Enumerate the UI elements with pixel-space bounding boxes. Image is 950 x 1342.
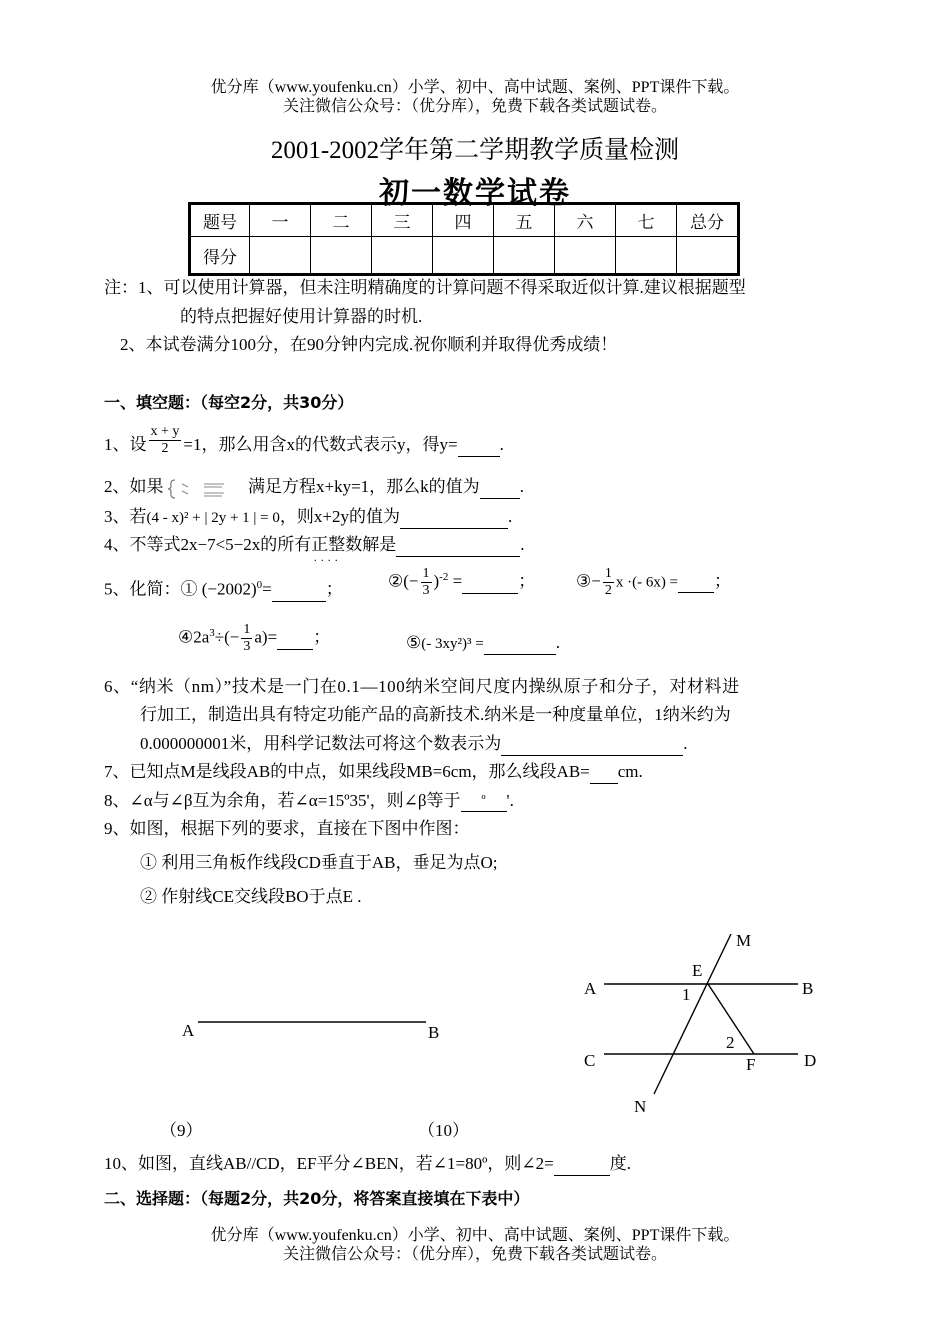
score-table-score-row [190, 237, 739, 275]
q5-end: . [555, 633, 560, 652]
fig10-label-b: B [802, 979, 814, 998]
fig10-label-e: E [692, 961, 703, 980]
q5-4-den: 3 [243, 639, 251, 655]
fig10-label-n: N [634, 1097, 647, 1116]
q5-5-expr: (- 3xy²)³ = [421, 636, 484, 652]
q5-sep: ； [325, 579, 343, 599]
note-1a: 注：1、可以使用计算器，但未注明精确度的计算问题不得采取近似计算.建议根据题型 [104, 278, 746, 297]
q2-end: . [519, 477, 524, 496]
q5-4-mid: ÷(− [214, 627, 240, 647]
question-9-step-1: ① 利用三角板作线段CD垂直于AB，垂足为点O; [140, 853, 498, 872]
question-5-part-3 [576, 566, 731, 599]
figure-10 [574, 922, 834, 1122]
header-line-2: 关注微信公众号：（优分库），免费下载各类试题试卷。 [282, 98, 667, 115]
note-2: 2、本试卷满分100分，在90分钟内完成.祝你顺利并取得优秀成绩！ [120, 335, 618, 354]
score-blank[interactable] [250, 237, 311, 275]
line-mn [654, 934, 731, 1094]
q5-5-prefix: ⑤ [406, 633, 422, 652]
q10-answer-blank[interactable] [554, 1153, 610, 1176]
q5-1-answer-blank[interactable] [272, 579, 326, 602]
q1-prefix: 1、设 [104, 435, 147, 455]
q5-3-num: 1 [604, 566, 612, 581]
fig10-label-m: M [736, 931, 752, 950]
q5-5-answer-blank[interactable] [484, 632, 556, 655]
q3-expression: (4 - x)² + | 2y + 1 | = 0 [146, 510, 280, 526]
header-line-1: 优分库（www.youfenku.cn）小学、初中、高中试题、案例、PPT课件下载。 [210, 79, 740, 96]
q5-1-expr: (−2002) [201, 579, 257, 599]
question-10 [104, 1153, 631, 1176]
q8-answer-blank[interactable] [461, 788, 507, 812]
q5-2-prefix: ②(− [388, 571, 419, 591]
question-5-part-5 [406, 632, 560, 655]
q3-answer-blank[interactable] [400, 506, 508, 529]
score-blank[interactable] [555, 237, 616, 275]
q7-answer-blank[interactable] [590, 761, 618, 784]
q5-4-num: 1 [243, 622, 251, 638]
fig9-label-a: A [182, 1021, 195, 1040]
q5-1-eq: = [262, 579, 272, 599]
footer-line-2: 关注微信公众号：（优分库），免费下载各类试题试卷。 [282, 1246, 667, 1263]
question-3 [104, 506, 512, 529]
score-blank[interactable] [433, 237, 494, 275]
q3-end: . [507, 507, 513, 526]
question-5-part-4 [178, 622, 330, 655]
fig9-label-b: B [428, 1023, 440, 1042]
score-cell: 七 [616, 204, 677, 237]
score-blank[interactable] [677, 237, 739, 275]
exam-title: 2001-2002学年第二学期教学质量检测 [270, 137, 680, 164]
q3-text: ，则x+2y的值为 [279, 507, 400, 526]
brace-system-icon [168, 478, 244, 500]
fig10-label-f: F [746, 1055, 756, 1074]
question-5-row-1 [104, 574, 343, 602]
figure-10-caption: （10） [418, 1121, 469, 1140]
q8-degree-mark: º [481, 792, 486, 807]
footer-line-1: 优分库（www.youfenku.cn）小学、初中、高中试题、案例、PPT课件下载。 [210, 1227, 740, 1244]
q5-2-close: ) [433, 571, 440, 591]
q1-frac-num: x + y [150, 424, 180, 439]
score-label: 得分 [190, 237, 250, 275]
q2-prefix: 2、如果 [104, 477, 164, 496]
figure-9[interactable] [170, 1010, 460, 1050]
question-5-part-2 [388, 566, 535, 599]
q5-sep: ； [518, 571, 536, 591]
question-6-line-1: 6、“纳米（nm）”技术是一门在0.1—100纳米空间尺度内操纵原子和分子，对材料进 [104, 677, 740, 696]
score-blank[interactable] [311, 237, 372, 275]
q4-text: 解是 [362, 535, 397, 554]
fig10-label-2: 2 [726, 1033, 735, 1052]
q1-end: . [499, 435, 504, 455]
question-9-step-2: ② 作射线CE交线段BO于点E . [140, 887, 362, 906]
q5-2-eq: = [448, 571, 463, 591]
question-8 [104, 790, 514, 814]
q5-3-fraction [603, 566, 614, 599]
question-9: 9、如图，根据下列的要求，直接在下图中作图： [104, 819, 470, 838]
q1-answer-blank[interactable] [458, 434, 500, 457]
question-4 [104, 534, 525, 557]
q5-4-post: a)= [254, 627, 278, 647]
score-cell: 五 [494, 204, 555, 237]
exam-subtitle: 初一数学试卷 [379, 176, 571, 211]
score-cell: 四 [433, 204, 494, 237]
q1-text: =1，那么用含x的代数式表示y，得y= [183, 435, 458, 455]
fig10-label-a: A [584, 979, 597, 998]
question-1 [104, 424, 504, 457]
q5-1-exp: 0 [256, 579, 263, 591]
q4-answer-blank[interactable] [396, 534, 520, 557]
figure-9-caption: （9） [160, 1121, 203, 1140]
score-cell: 总分 [677, 204, 739, 237]
q5-2-den: 3 [422, 583, 430, 599]
score-blank[interactable] [372, 237, 433, 275]
q5-3-expr: x ·(- 6x) = [615, 574, 679, 591]
q5-3-prefix: ③− [576, 571, 601, 591]
q6-end: . [683, 734, 688, 753]
score-cell: 六 [555, 204, 616, 237]
q5-2-num: 1 [422, 566, 430, 582]
q4-prefix: 4、不等式2x−7<5−2x的所有 [104, 535, 312, 554]
q5-2-exp: -2 [439, 571, 449, 583]
q5-4-fraction [241, 622, 252, 655]
section1-heading: 一、填空题：（每空2分，共30分） [104, 393, 354, 412]
q1-fraction [149, 424, 182, 457]
question-6-line-3 [140, 733, 688, 756]
q10-text: 10、如图，直线AB//CD，EF平分∠BEN，若∠1=80º，则∠2= [104, 1154, 554, 1173]
score-cell: 二 [311, 204, 372, 237]
fig10-label-1: 1 [682, 985, 691, 1004]
q5-2-fraction [421, 566, 432, 599]
score-cell: 一 [250, 204, 311, 237]
question-2 [104, 476, 524, 499]
fig10-label-d: D [804, 1051, 817, 1070]
section2-heading: 二、选择题：（每题2分，共20分，将答案直接填在下表中） [104, 1189, 530, 1208]
q5-2-answer-blank[interactable] [462, 571, 518, 594]
q2-system-image [168, 478, 244, 498]
note-1b: 的特点把握好使用计算器的时机. [180, 307, 423, 326]
q8-end: '. [506, 791, 514, 810]
q1-frac-den: 2 [161, 441, 169, 456]
q5-3-answer-blank[interactable] [678, 570, 714, 593]
score-table-header-row [190, 204, 739, 237]
q4-end: . [520, 535, 525, 554]
q2-text: 满足方程x+ky=1，那么k的值为 [248, 477, 480, 496]
q5-label: 5、化简：① [104, 579, 198, 599]
q10-end: 度. [609, 1154, 631, 1173]
score-blank[interactable] [494, 237, 555, 275]
q5-sep: ； [313, 627, 331, 647]
q5-4-answer-blank[interactable] [277, 627, 313, 650]
question-7 [104, 761, 643, 784]
q5-4-prefix: ④2a [178, 627, 210, 647]
fig10-label-c: C [584, 1051, 596, 1070]
q5-sep: ； [714, 571, 732, 591]
q8-text: 8、∠α与∠β互为余角，若∠α=15º35'，则∠β等于 [104, 791, 461, 810]
q6-text: 0.000000001米，用科学记数法可将这个数表示为 [140, 734, 502, 753]
q5-4-exp: 3 [209, 627, 215, 639]
q4-emphasis-text: 正整数 · · · · [311, 535, 362, 554]
score-cell: 三 [372, 204, 433, 237]
question-6-line-2: 行加工，制造出具有特定功能产品的高新技术.纳米是一种度量单位，1纳米约为 [140, 705, 731, 724]
q6-answer-blank[interactable] [501, 733, 683, 756]
score-blank[interactable] [616, 237, 677, 275]
q7-end: cm. [617, 762, 643, 781]
score-table [188, 202, 740, 276]
q3-prefix: 3、若 [104, 507, 147, 526]
q2-answer-blank[interactable] [480, 476, 520, 499]
q5-3-den: 2 [604, 583, 612, 598]
score-cell: 题号 [190, 204, 250, 237]
q7-text: 7、已知点M是线段AB的中点，如果线段MB=6cm，那么线段AB= [104, 762, 590, 781]
